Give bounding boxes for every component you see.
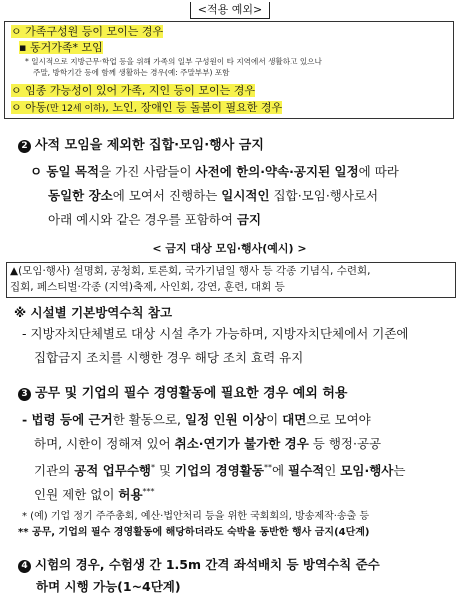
section3-line1: - 법령 등에 근거한 활동으로, 일정 인원 이상이 대면으로 모여야 [22, 412, 371, 427]
section3-line4: 인원 제한 없이 허용*** [34, 487, 155, 503]
section3-line3: 기관의 공적 업무수행* 및 기업의 경영활동**에 필수적인 모임·행사는 [34, 463, 406, 479]
exception-note-line2: 주말, 방학기간 등에 함께 생활하는 경우(예: 주말부부) 포함 [33, 68, 230, 77]
exception-note-line1: * 일시적으로 지방근무·학업 등을 위해 가족의 일부 구성원이 타 지역에서 생활하고 있으나 [25, 57, 322, 66]
exception-item-care: ㅇ 아동(만 12세 이하), 노인, 장애인 등 돌봄이 필요한 경우 [11, 101, 283, 114]
section3-footnote1: * (예) 기업 정기 주주총회, 예산·법안처리 등을 위한 국회회의, 방송제작·송출 등 [22, 511, 370, 522]
section2-body-line3: 아래 예시와 같은 경우를 포함하여 금지 [48, 212, 262, 227]
section2-heading: 2 사적 모임을 제외한 집합·모임·행사 금지 [18, 137, 264, 155]
exception-item-family: ㅇ 가족구성원 등이 모이는 경우 [11, 25, 164, 38]
exceptions-title: <적용 예외> [190, 2, 270, 19]
section2-body-line2: 동일한 장소에 모여서 진행하는 일시적인 집합·모임·행사로서 [48, 188, 379, 203]
exceptions-box [4, 21, 454, 119]
section3-number: 3 [18, 388, 31, 401]
section4-number: 4 [18, 560, 31, 573]
section2-body-line1: ㅇ 동일 목적을 가진 사람들이 사전에 한의·약속·공지된 일정에 따라 [30, 164, 399, 179]
example-line1: ▲(모임·행사) 설명회, 공청회, 토론회, 국가기념일 행사 등 각종 기념식, 수련회, [10, 265, 371, 277]
example-line2: 집회, 페스티벌·각종 (지역)축제, 사인회, 강연, 훈련, 대회 등 [10, 281, 285, 293]
section2-number: 2 [18, 140, 31, 153]
reference-line2: 집합금지 조치를 시행한 경우 해당 조치 효력 유지 [34, 350, 304, 365]
reference-title: ※ 시설별 기본방역수칙 참고 [14, 305, 173, 320]
section4-line2: 하며 시행 가능(1~4단계) [36, 579, 181, 594]
example-box [6, 262, 456, 298]
exception-item-family-sub: ▪ 동거가족* 모임 [19, 41, 103, 54]
section3-footnote2: ** 공무, 기업의 필수 경영활동에 해당하더라도 숙박을 동반한 행사 금지(4단계) [18, 527, 370, 538]
section3-line2: 하며, 시한이 정해져 있어 취소·연기가 불가한 경우 등 행정·공공 [34, 436, 382, 451]
example-title: < 금지 대상 모임·행사(예시) > [152, 242, 307, 255]
exception-item-dying: ㅇ 임종 가능성이 있어 가족, 지인 등이 모이는 경우 [11, 84, 255, 97]
section3-heading: 3 공무 및 기업의 필수 경영활동에 필요한 경우 예외 허용 [18, 385, 347, 403]
reference-line1: - 지방자치단체별로 대상 시설 추가 가능하며, 지방자치단체에서 기존에 [22, 326, 409, 341]
section4-heading: 4 시험의 경우, 수험생 간 1.5m 간격 좌석배치 등 방역수칙 준수 [18, 556, 380, 574]
